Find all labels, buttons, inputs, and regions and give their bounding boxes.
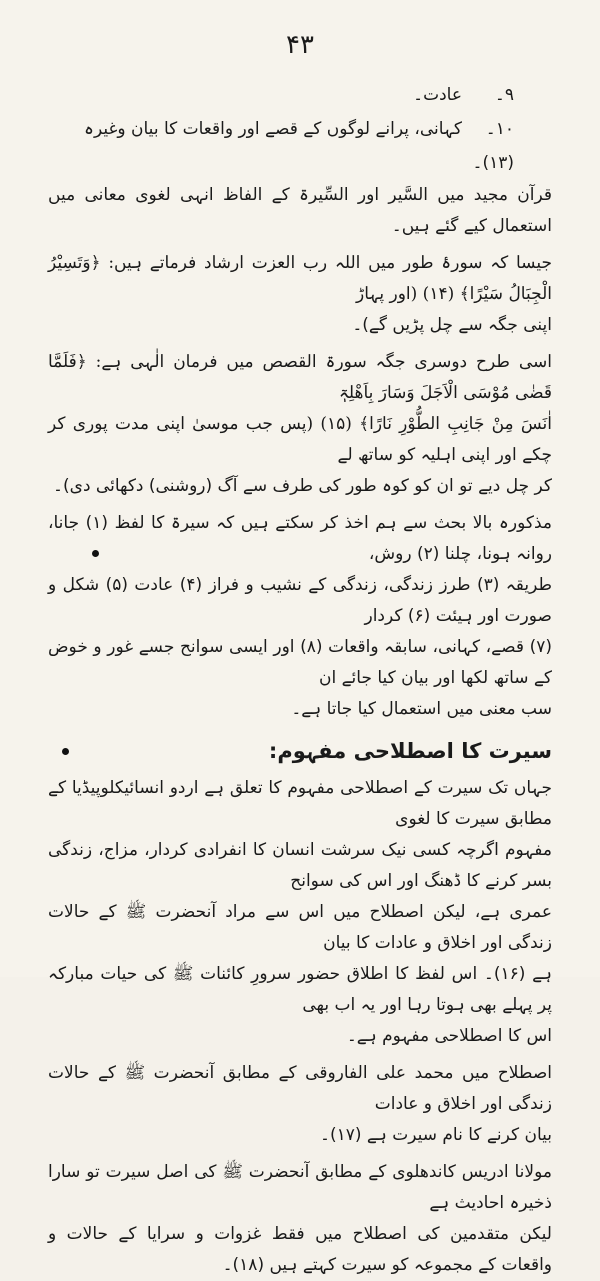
- text-line: طریقہ (۳) طرز زندگی، زندگی کے نشیب و فراز (۴) عادت (۵) شکل و صورت اور ہیئت (۶) کردار: [48, 575, 552, 626]
- text-line: لیکن متقدمین کی اصطلاح میں فقط غزوات و سرایا کے حالات و واقعات کے مجموعہ کو سیرت کہتے ہیں (۱۸)۔: [48, 1224, 552, 1275]
- section-heading-text: سیرت کا اصطلاحی مفہوم:: [268, 739, 552, 763]
- text-line: ہے (۱۶)۔ اس لفظ کا اطلاق حضور سرورِ کائنات ﷺ کی حیات مبارکہ پر پہلے بھی ہوتا رہا اور یہ اب بھی: [48, 964, 552, 1015]
- text-line: اس کا اصطلاحی مفہوم ہے۔: [346, 1026, 552, 1046]
- paragraph: [48, 248, 552, 341]
- paragraph: [48, 1058, 552, 1151]
- list-number: ۹۔: [494, 85, 514, 105]
- list-item: [48, 112, 552, 180]
- text-line: جہاں تک سیرت کے اصطلاحی مفہوم کا تعلق ہے اردو انسائیکلوپیڈیا کے مطابق سیرت کا لغوی: [48, 778, 552, 829]
- text-line: بیان کرنے کا نام سیرت ہے (۱۷)۔: [320, 1125, 552, 1145]
- definition-list: [48, 78, 552, 180]
- text-line: اپنی جگہ سے چل پڑیں گے)۔: [352, 315, 552, 335]
- ink-dot: [62, 748, 69, 755]
- page-number: ۴۳: [286, 30, 314, 60]
- text-line: جیسا کہ سورۂ طور میں اللہ رب العزت ارشاد فرماتے ہیں: ﴿وَتَسِیْرُ الْجِبَالُ سَیْرًا﴾ (۱۴) (اور پہاڑ: [48, 253, 552, 304]
- text-line: عمری ہے، لیکن اصطلاح میں اس سے مراد آنحضرت ﷺ کے حالات زندگی اور اخلاق و عادات کا بیان: [48, 902, 552, 953]
- list-number: ۱۰۔: [485, 119, 514, 139]
- text-line: مولانا ادریس کاندھلوی کے مطابق آنحضرت ﷺ کی اصل سیرت تو سارا ذخیرہ احادیث ہے: [48, 1162, 552, 1213]
- list-text: کہانی، پرانے لوگوں کے قصے اور واقعات کا بیان وغیرہ (۱۳)۔: [84, 119, 514, 173]
- text-line: اٰنَسَ مِنْ جَانِبِ الطُّوْرِ نَارًا﴾ (۱۵) (پس جب موسیٰ اپنی مدت پوری کر چکے اور اپنی اہلیہ کو ساتھ لے: [48, 414, 552, 465]
- text-line: (۷) قصے، کہانی، سابقہ واقعات (۸) اور ایسی سوانح جسے غور و خوض کے ساتھ لکھا اور بیان کیا جائے ان: [48, 637, 552, 688]
- section-heading: [48, 739, 552, 763]
- list-text: عادت۔: [413, 85, 462, 105]
- ink-dot: [92, 550, 99, 557]
- paragraph: [48, 180, 552, 242]
- text-line: مفہوم اگرچہ کسی نیک سرشت انسان کا انفرادی کردار، مزاج، زندگی بسر کرنے کا ڈھنگ اور اس کی سوانح: [48, 840, 552, 891]
- text-line: اسی طرح دوسری جگہ سورۃ القصص میں فرمان الٰہی ہے: ﴿فَلَمَّا قَضٰی مُوْسَی الْاَجَلَ وَسَارَ بِاَھْلِہٖٓ: [48, 352, 552, 403]
- paragraph: [48, 508, 552, 725]
- text-line: مذکورہ بالا بحث سے ہم اخذ کر سکتے ہیں کہ سیرۃ کا لفظ (۱) جانا، روانہ ہونا، چلنا (۲) روش،: [48, 513, 552, 564]
- text-line: قرآن مجید میں السَّیر اور السِّیرۃ کے الفاظ انہی لغوی معانی میں استعمال کیے گئے ہیں۔: [48, 185, 552, 236]
- list-item: [48, 78, 552, 112]
- text-line: کر چل دیے تو ان کو کوہ طور کی طرف سے آگ (روشنی) دکھائی دی)۔: [53, 476, 552, 496]
- text-line: اصطلاح میں محمد علی الفاروقی کے مطابق آنحضرت ﷺ کے حالات زندگی اور اخلاق و عادات: [48, 1063, 552, 1114]
- text-line: سب معنی میں استعمال کیا جاتا ہے۔: [291, 699, 552, 719]
- paragraph: [48, 1157, 552, 1281]
- paragraph: [48, 773, 552, 1052]
- paragraph: [48, 347, 552, 502]
